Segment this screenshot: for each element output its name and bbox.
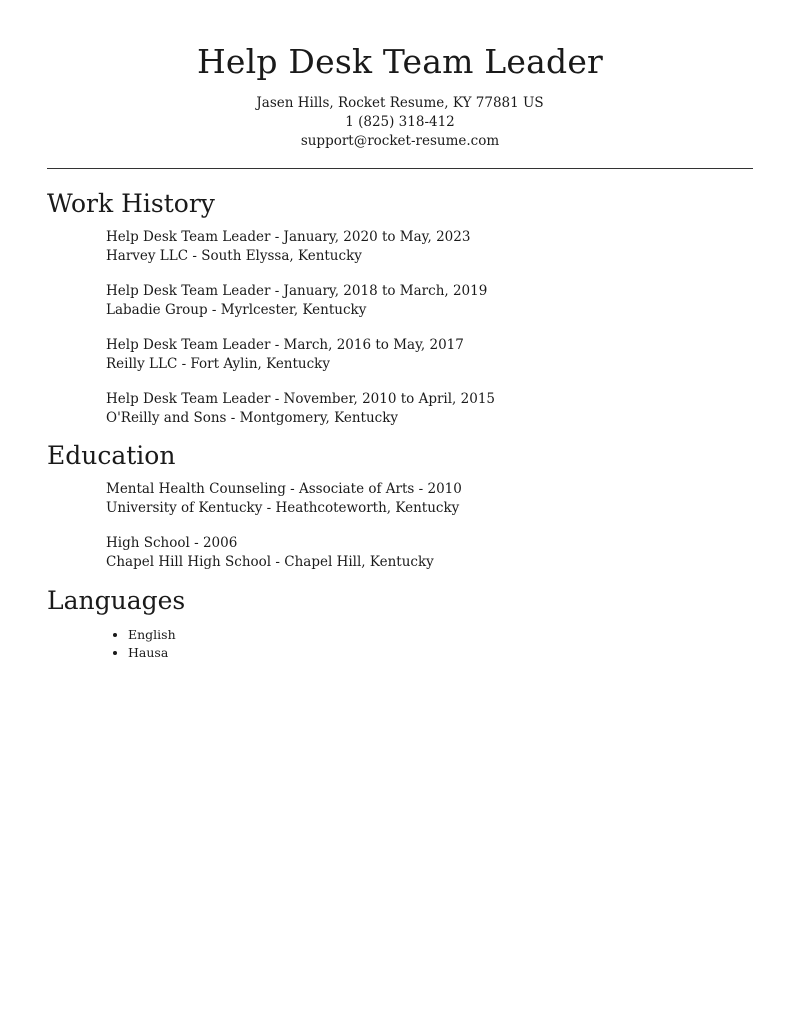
education-entry-degree: Mental Health Counseling - Associate of Arts - 2010 (106, 481, 462, 497)
education-entry-degree: High School - 2006 (106, 535, 238, 551)
education-section (47, 439, 753, 572)
resume-name: Help Desk Team Leader (196, 42, 604, 81)
work-entry (106, 282, 753, 320)
work-entry-title: Help Desk Team Leader - November, 2010 to April, 2015 (106, 391, 495, 407)
work-entry-employer: Labadie Group - Myrlcester, Kentucky (106, 302, 367, 318)
resume-header (47, 0, 753, 151)
language-item: • English (128, 626, 753, 644)
education-entry (106, 534, 753, 572)
work-history-title: Work History (47, 189, 215, 218)
languages-title: Languages (47, 586, 186, 615)
education-entries (47, 480, 753, 572)
work-entry-title: Help Desk Team Leader - January, 2018 to March, 2019 (106, 283, 488, 299)
work-entry (106, 336, 753, 374)
contact-phone: 1 (825) 318-412 (345, 114, 455, 130)
work-entry (106, 228, 753, 266)
work-history-section (47, 187, 753, 428)
work-entry-employer: Reilly LLC - Fort Aylin, Kentucky (106, 356, 330, 372)
education-entry-school: Chapel Hill High School - Chapel Hill, Kentucky (106, 554, 434, 570)
header-divider (47, 168, 753, 169)
contact-email: support@rocket-resume.com (300, 133, 500, 149)
languages-section (47, 584, 753, 662)
contact-block (47, 94, 753, 151)
language-item: • Hausa (128, 644, 753, 662)
languages-list (47, 626, 753, 662)
work-history-entries (47, 228, 753, 428)
work-entry-title: Help Desk Team Leader - March, 2016 to May, 2017 (106, 337, 464, 353)
education-entry (106, 480, 753, 518)
contact-address: Jasen Hills, Rocket Resume, KY 77881 US (256, 95, 544, 111)
work-entry-employer: Harvey LLC - South Elyssa, Kentucky (106, 248, 362, 264)
work-entry (106, 390, 753, 428)
work-entry-employer: O'Reilly and Sons - Montgomery, Kentucky (106, 410, 399, 426)
work-entry-title: Help Desk Team Leader - January, 2020 to May, 2023 (106, 229, 471, 245)
education-entry-school: University of Kentucky - Heathcoteworth, Kentucky (106, 500, 460, 516)
education-title: Education (47, 441, 176, 470)
